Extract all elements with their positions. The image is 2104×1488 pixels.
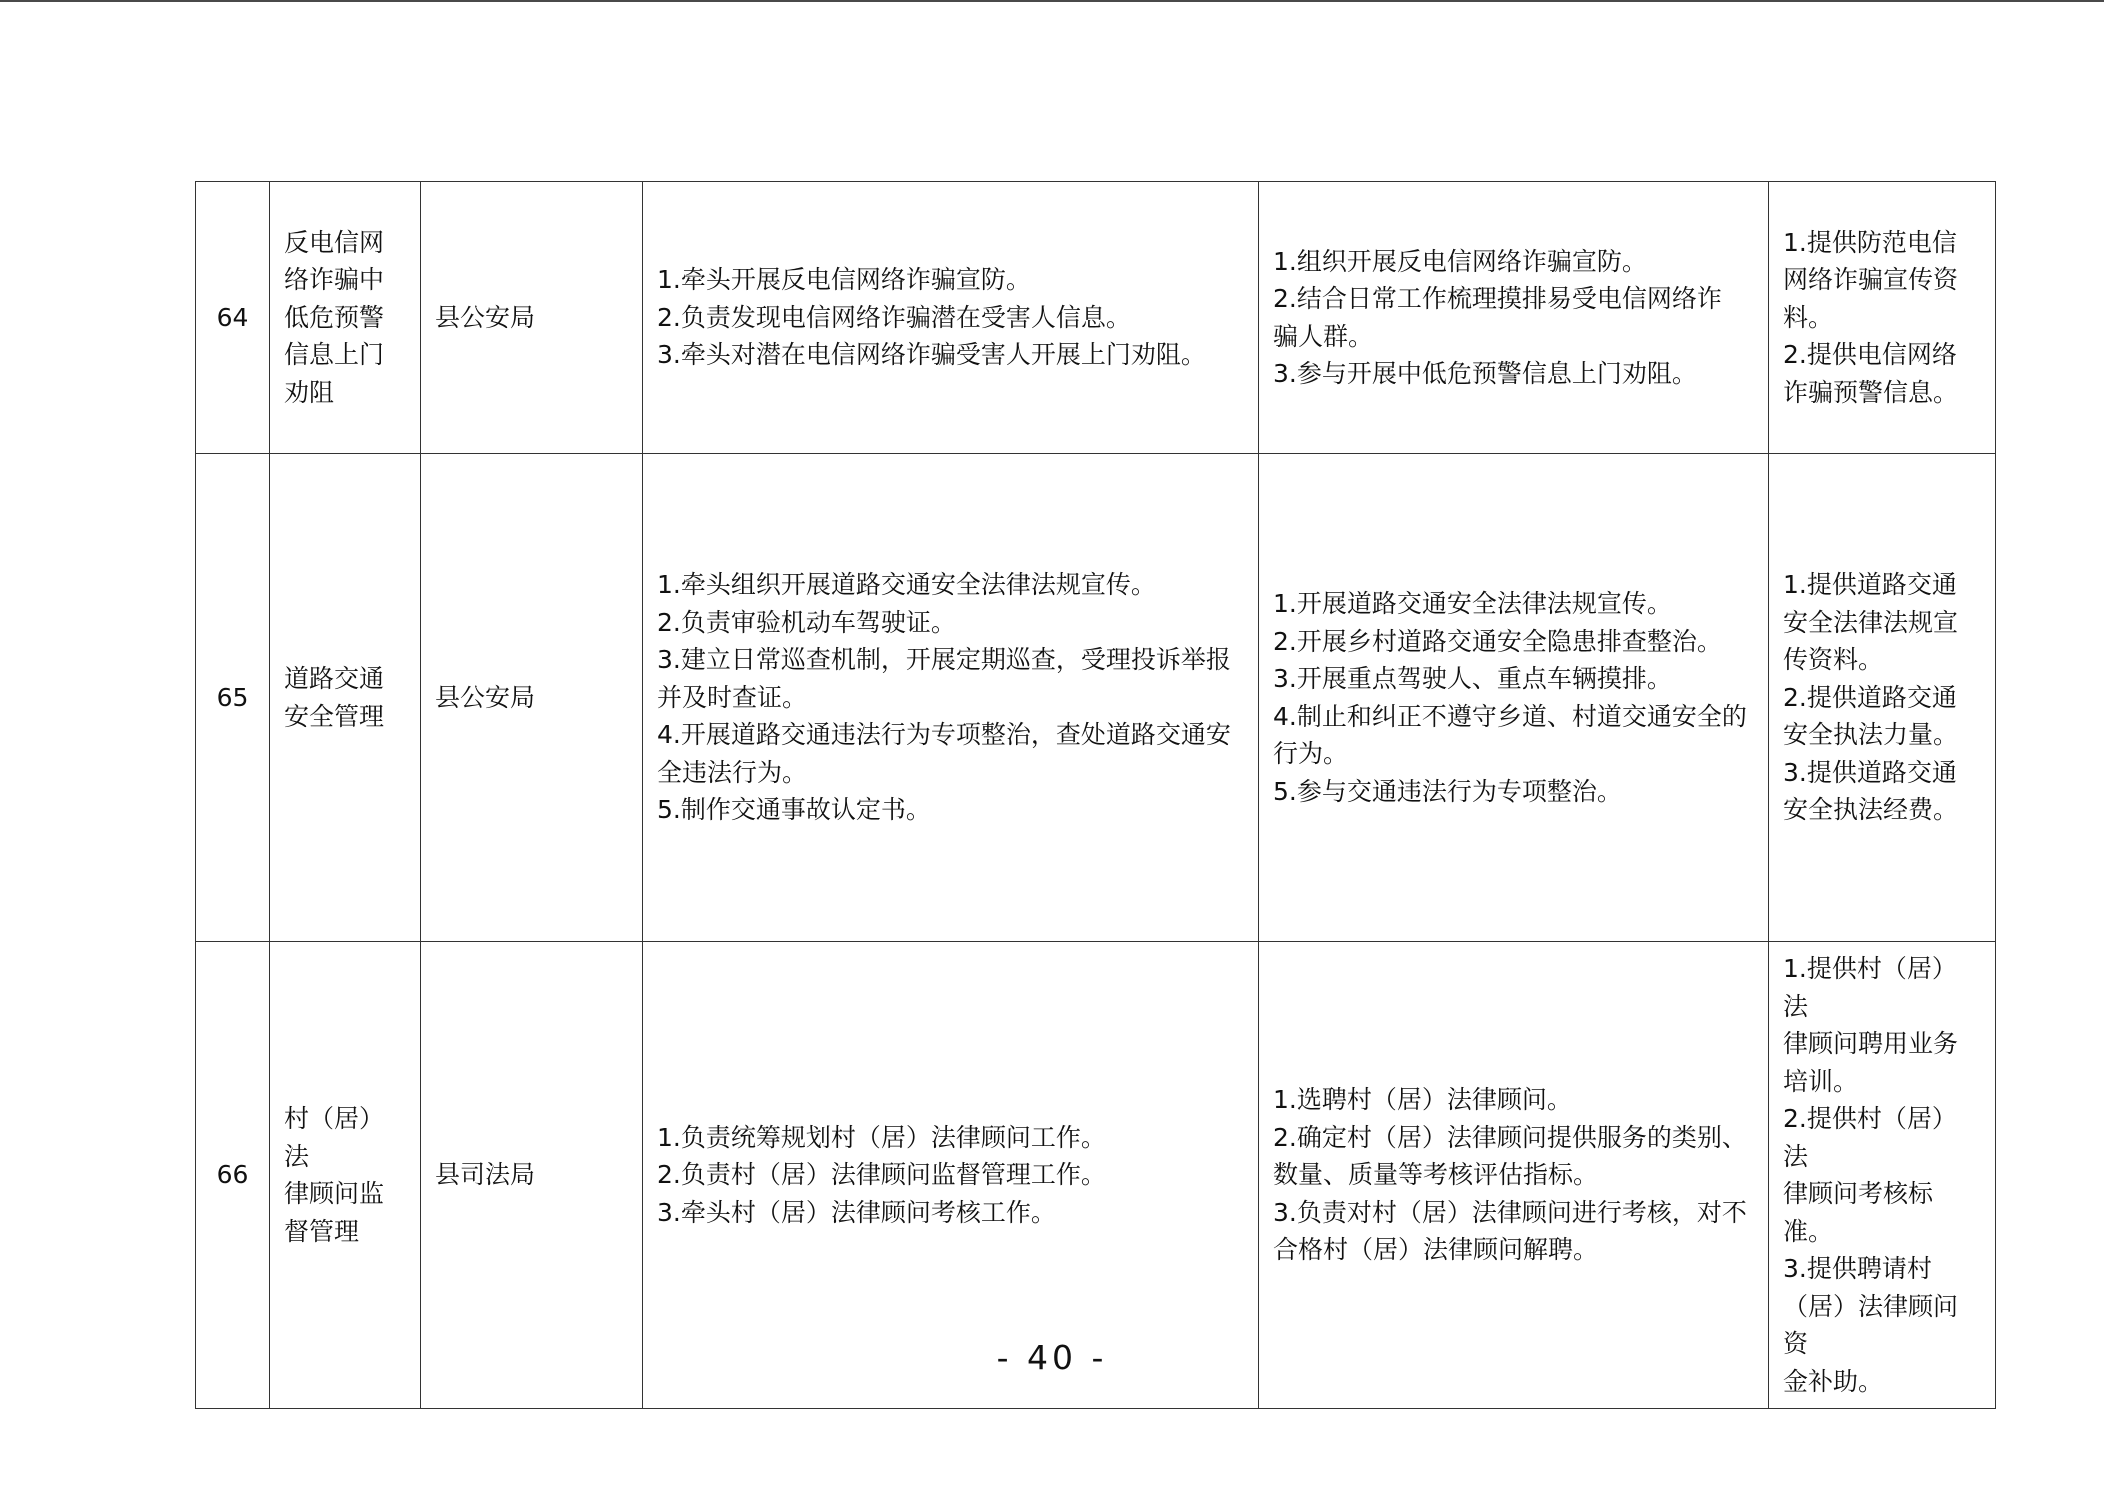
lead-department: 县公安局 (435, 682, 536, 712)
item-name-cell (270, 454, 421, 942)
cell-line: 2.确定村（居）法律顾问提供服务的类别、 (1273, 1122, 1747, 1152)
cell-line: 律顾问监 (284, 1179, 385, 1208)
duty-table (195, 181, 1996, 1409)
cell-line: 律顾问聘用业务 (1783, 1029, 1959, 1058)
cell-line: 2.提供道路交通 (1783, 682, 1957, 712)
cell-line: 劝阻 (284, 377, 335, 407)
cell-line: 网络诈骗宣传资 (1783, 265, 1959, 295)
cell-line: 村（居）法 (284, 1104, 385, 1171)
cell-line: 络诈骗中 (284, 265, 385, 295)
cell-line: 3.提供道路交通 (1783, 757, 1957, 787)
duty-table-body (196, 182, 1996, 1409)
cell-line: 2.结合日常工作梳理摸排易受电信网络诈 (1273, 284, 1722, 313)
cell-line: 3.牵头村（居）法律顾问考核工作。 (657, 1197, 1056, 1227)
page-top-border (0, 0, 2104, 2)
row-number-cell (196, 454, 270, 942)
row-number-cell (196, 182, 270, 454)
cell-line: 1.牵头组织开展道路交通安全法律法规宣传。 (657, 570, 1156, 600)
township-duties-cell (1259, 454, 1769, 942)
cell-line: 传资料。 (1783, 645, 1884, 675)
cell-line: 骗人群。 (1273, 321, 1374, 351)
cell-line: 安全执法经费。 (1783, 795, 1959, 825)
cell-line: 低危预警 (284, 302, 385, 332)
department-duties-cell (643, 454, 1259, 942)
cell-line: 全违法行为。 (657, 757, 808, 787)
cell-line: 1.组织开展反电信网络诈骗宣防。 (1273, 246, 1647, 276)
cell-line: 2.负责村（居）法律顾问监督管理工作。 (657, 1160, 1106, 1190)
support-duties-cell (1769, 454, 1996, 942)
cell-line: 5.制作交通事故认定书。 (657, 795, 931, 825)
cell-line: 料。 (1783, 302, 1834, 332)
cell-line: 数量、质量等考核评估指标。 (1273, 1160, 1599, 1190)
page-number: - 40 - (996, 1338, 1108, 1377)
cell-line: 3.开展重点驾驶人、重点车辆摸排。 (1273, 664, 1672, 693)
row-number: 66 (216, 1160, 249, 1190)
cell-line: 3.参与开展中低危预警信息上门劝阻。 (1273, 359, 1697, 388)
cell-line: 并及时查证。 (657, 682, 808, 712)
lead-department-cell (421, 454, 643, 942)
cell-line: 3.负责对村（居）法律顾问进行考核，对不 (1273, 1197, 1747, 1227)
township-duties-cell (1259, 182, 1769, 454)
lead-department: 县公安局 (435, 302, 536, 332)
cell-line: 1.选聘村（居）法律顾问。 (1273, 1085, 1572, 1115)
lead-department: 县司法局 (435, 1160, 536, 1190)
cell-line: 信息上门 (284, 340, 385, 370)
cell-line: 2.提供村（居）法 (1783, 1104, 1957, 1171)
cell-line: 3.建立日常巡查机制，开展定期巡查，受理投诉举报 (657, 645, 1231, 675)
cell-line: 律顾问考核标准。 (1783, 1179, 1934, 1246)
cell-line: 2.提供电信网络 (1783, 340, 1957, 370)
cell-line: 行为。 (1273, 739, 1349, 768)
cell-line: 3.牵头对潜在电信网络诈骗受害人开展上门劝阻。 (657, 340, 1206, 370)
cell-line: 4.制止和纠正不遵守乡道、村道交通安全的 (1273, 701, 1747, 731)
cell-line: 培训。 (1783, 1066, 1859, 1096)
cell-line: （居）法律顾问资 (1783, 1291, 1959, 1358)
cell-line: 2.负责审验机动车驾驶证。 (657, 607, 956, 637)
cell-line: 金补助。 (1783, 1366, 1884, 1396)
support-duties-cell (1769, 182, 1996, 454)
cell-line: 4.开展道路交通违法行为专项整治，查处道路交通安 (657, 720, 1231, 750)
cell-line: 合格村（居）法律顾问解聘。 (1273, 1235, 1599, 1265)
table-row (196, 454, 1996, 942)
cell-line: 1.提供防范电信 (1783, 227, 1957, 257)
cell-line: 诈骗预警信息。 (1783, 377, 1959, 407)
cell-line: 5.参与交通违法行为专项整治。 (1273, 776, 1622, 806)
lead-department-cell (421, 182, 643, 454)
row-number: 64 (216, 302, 249, 332)
cell-line: 安全执法力量。 (1783, 720, 1959, 750)
department-duties-cell (643, 182, 1259, 454)
cell-line: 1.提供村（居）法 (1783, 954, 1957, 1021)
cell-line: 2.负责发现电信网络诈骗潜在受害人信息。 (657, 302, 1131, 332)
cell-line: 3.提供聘请村 (1783, 1254, 1932, 1283)
cell-line: 反电信网 (284, 227, 385, 257)
row-number: 65 (216, 682, 249, 712)
item-name-cell (270, 182, 421, 454)
cell-line: 1.负责统筹规划村（居）法律顾问工作。 (657, 1122, 1106, 1152)
cell-line: 安全法律法规宣 (1783, 607, 1959, 637)
cell-line: 2.开展乡村道路交通安全隐患排查整治。 (1273, 626, 1722, 656)
cell-line: 1.开展道路交通安全法律法规宣传。 (1273, 589, 1672, 618)
cell-line: 督管理 (284, 1216, 360, 1246)
cell-line: 1.提供道路交通 (1783, 570, 1957, 600)
cell-line: 1.牵头开展反电信网络诈骗宣防。 (657, 265, 1031, 295)
table-row (196, 182, 1996, 454)
cell-line: 安全管理 (284, 701, 385, 731)
cell-line: 道路交通 (284, 664, 385, 693)
